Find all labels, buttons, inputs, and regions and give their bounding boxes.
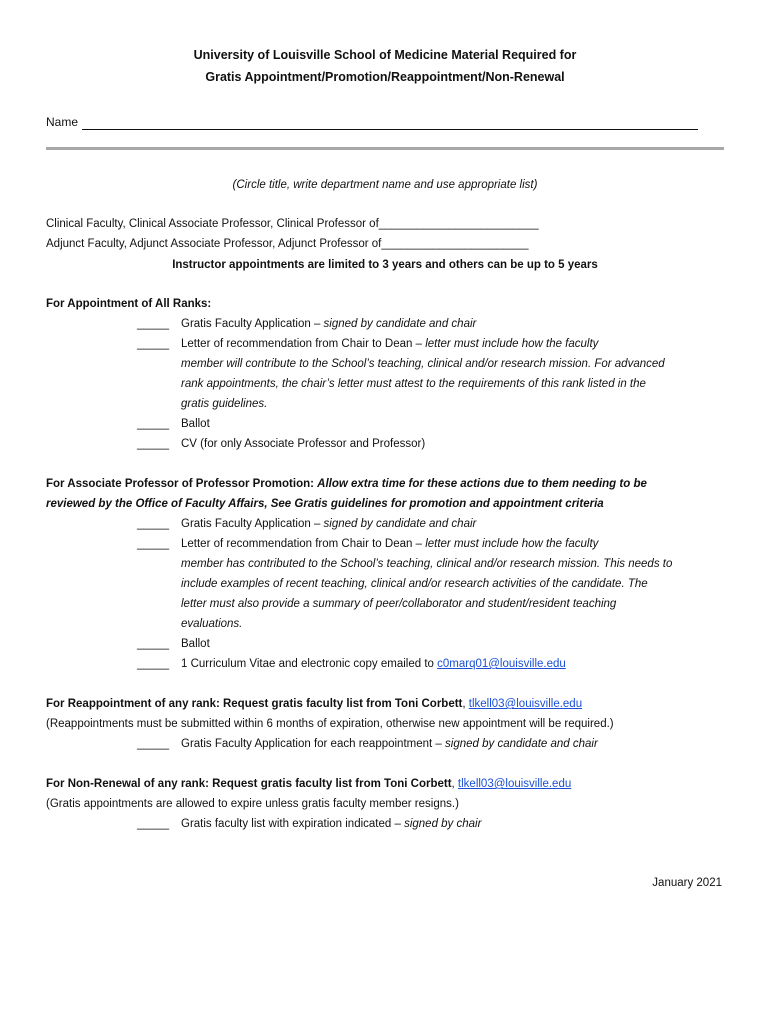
reappointment-heading: For Reappointment of any rank: Request gratis faculty list from Toni Corbett, tlkell03@louisville.edu [46, 698, 583, 710]
adjunct-titles: Adjunct Faculty, Adjunct Associate Professor, Adjunct Professor of_______________________ [46, 238, 529, 250]
promotion-item-application: Gratis Faculty Application – signed by candidate and chair [181, 518, 477, 530]
checkbox-blank[interactable]: _____ [137, 638, 169, 650]
promotion-heading: For Associate Professor of Professor Promotion: Allow extra time for these actions due to them needing to be [46, 478, 647, 490]
clinical-titles: Clinical Faculty, Clinical Associate Professor, Clinical Professor of_________________________ [46, 218, 539, 230]
promotion-letter-line-2: member has contributed to the School’s teaching, clinical and/or research mission. This needs to [181, 558, 673, 570]
promotion-letter-line-3: include examples of recent teaching, clinical and/or research activities of the candidate. The [181, 578, 648, 590]
promotion-letter-line-5: evaluations. [181, 618, 243, 630]
checkbox-blank[interactable]: _____ [137, 338, 169, 350]
document-title-line-1: University of Louisville School of Medicine Material Required for [193, 48, 577, 62]
name-input-line[interactable] [82, 129, 698, 130]
checkbox-blank[interactable]: _____ [137, 438, 169, 450]
limit-note: Instructor appointments are limited to 3 years and others can be up to 5 years [172, 259, 598, 271]
email-link[interactable]: tlkell03@louisville.edu [468, 698, 583, 710]
reappointment-note: (Reappointments must be submitted within 6 months of expiration, otherwise new appointment will be required.) [46, 718, 614, 730]
promotion-heading-line-2: reviewed by the Office of Faculty Affairs, See Gratis guidelines for promotion and appointment criteria [46, 498, 604, 510]
promotion-item-letter: Letter of recommendation from Chair to Dean – letter must include how the faculty [181, 538, 599, 550]
appointment-item-cv: CV (for only Associate Professor and Professor) [181, 438, 426, 450]
nonrenewal-item-list: Gratis faculty list with expiration indicated – signed by chair [181, 818, 482, 830]
appointment-letter-line-2: member will contribute to the School’s teaching, clinical and/or research mission. For advanced [181, 358, 665, 370]
reappointment-item-application: Gratis Faculty Application for each reappointment – signed by candidate and chair [181, 738, 598, 750]
appointment-heading: For Appointment of All Ranks: [46, 298, 212, 310]
checkbox-blank[interactable]: _____ [137, 318, 169, 330]
appointment-item-letter: Letter of recommendation from Chair to Dean – letter must include how the faculty [181, 338, 599, 350]
nonrenewal-note: (Gratis appointments are allowed to expire unless gratis faculty member resigns.) [46, 798, 459, 810]
appointment-letter-line-4: gratis guidelines. [181, 398, 268, 410]
checkbox-blank[interactable]: _____ [137, 818, 169, 830]
checkbox-blank[interactable]: _____ [137, 518, 169, 530]
document-date: January 2021 [652, 877, 722, 889]
horizontal-divider [46, 147, 724, 150]
checkbox-blank[interactable]: _____ [137, 418, 169, 430]
promotion-item-ballot: Ballot [181, 638, 210, 650]
checkbox-blank[interactable]: _____ [137, 738, 169, 750]
nonrenewal-heading: For Non-Renewal of any rank: Request gratis faculty list from Toni Corbett, tlkell03@louisville.edu [46, 778, 572, 790]
promotion-letter-line-4: letter must also provide a summary of peer/collaborator and student/resident teaching [181, 598, 617, 610]
instructions: (Circle title, write department name and use appropriate list) [232, 179, 538, 191]
checkbox-blank[interactable]: _____ [137, 658, 169, 670]
appointment-item-application: Gratis Faculty Application – signed by candidate and chair [181, 318, 477, 330]
name-label: Name [46, 115, 79, 129]
promotion-item-cv: 1 Curriculum Vitae and electronic copy emailed to c0marq01@louisville.edu [181, 658, 566, 670]
appointment-letter-line-3: rank appointments, the chair’s letter must attest to the requirements of this rank listed in the [181, 378, 646, 390]
checkbox-blank[interactable]: _____ [137, 538, 169, 550]
name-field[interactable] [46, 115, 698, 133]
email-link[interactable]: tlkell03@louisville.edu [457, 778, 572, 790]
email-link[interactable]: c0marq01@louisville.edu [437, 658, 566, 670]
document-title-line-2: Gratis Appointment/Promotion/Reappointment/Non-Renewal [205, 70, 565, 84]
appointment-item-ballot: Ballot [181, 418, 210, 430]
